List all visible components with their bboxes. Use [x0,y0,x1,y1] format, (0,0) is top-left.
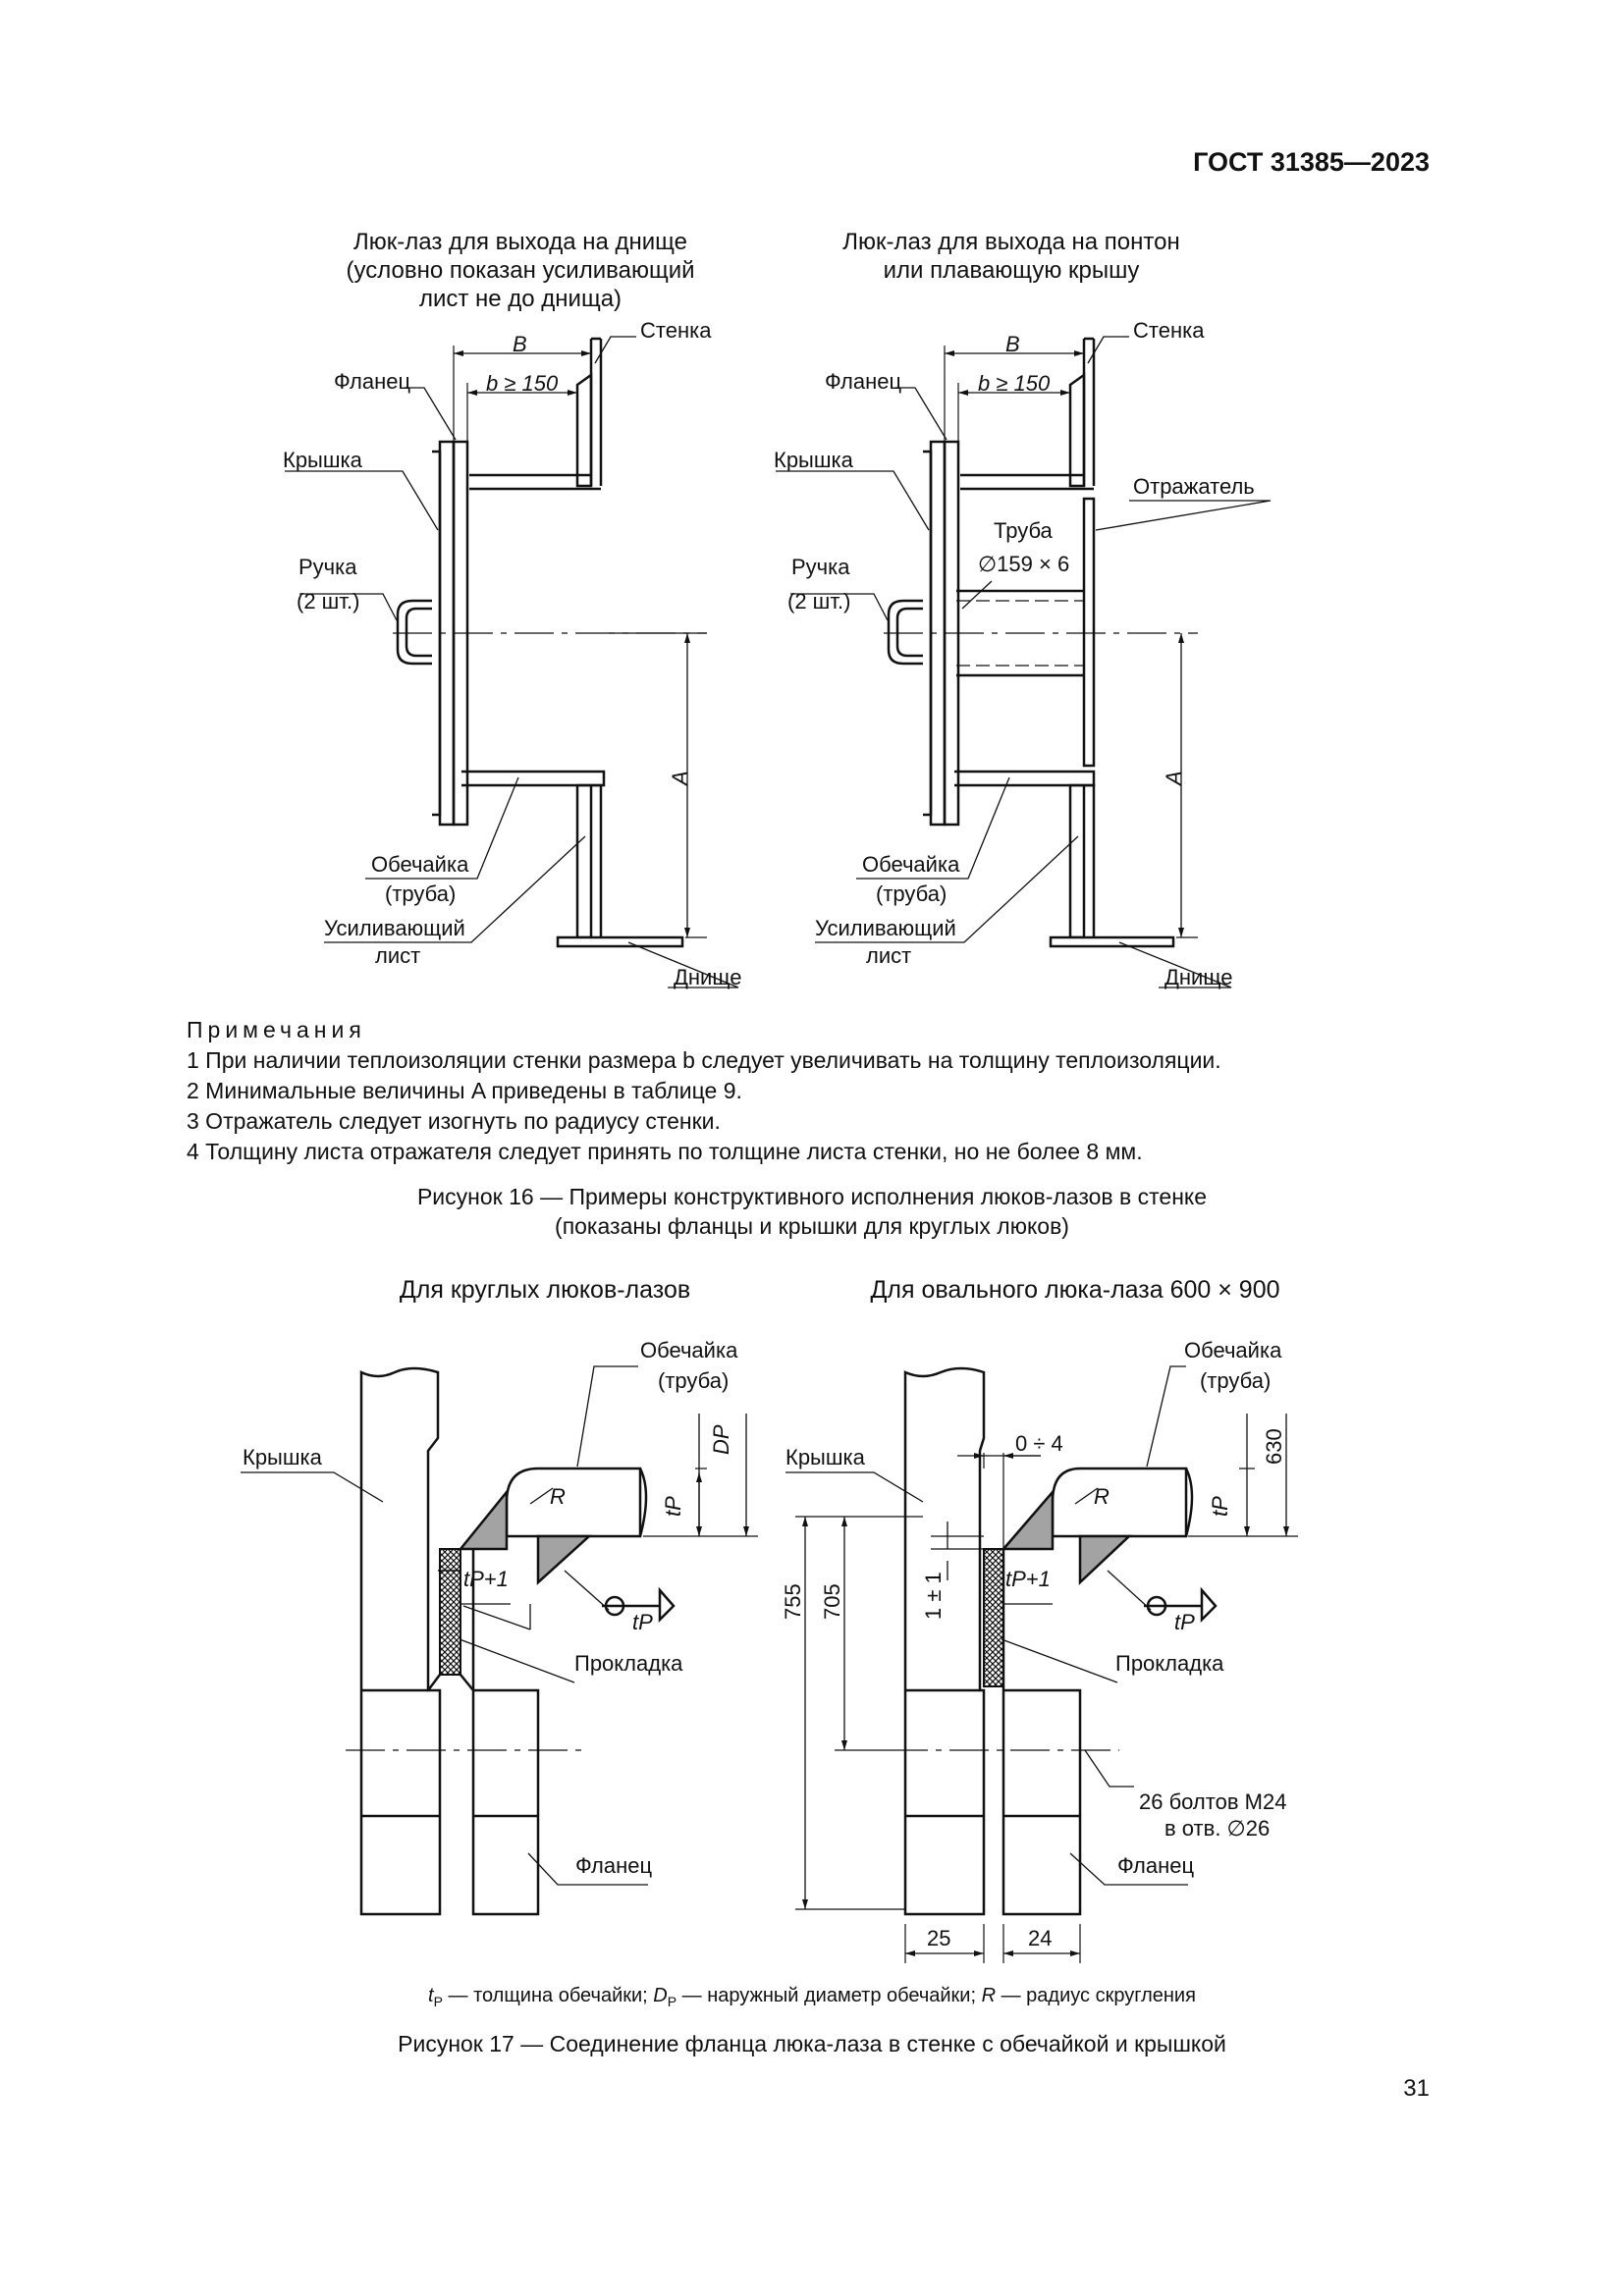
fig16-left-title-2: (условно показан усиливающий [346,257,695,284]
fig16-caption-1: Рисунок 16 — Примеры конструктивного исполнения люков-лазов в стенке [416,1184,1208,1209]
label-obechaika-r: Обечайка [862,852,960,877]
label-dim-630: 630 [1262,1428,1286,1465]
label-dim-705: 705 [820,1583,844,1620]
fig17-right-labels [781,1338,1286,1950]
label-tP-17: tP [661,1496,685,1517]
fig17-right-title: Для овального люка-лаза 600 × 900 [870,1276,1280,1304]
label-usil-r: Усиливающий [815,916,956,940]
label-truba-paren: (труба) [385,881,457,906]
label-dim-1pm1: 1 ± 1 [921,1572,946,1620]
label-dnishche-r: Днище [1164,965,1233,989]
label-bolts-2: в отв. ∅26 [1164,1816,1271,1841]
label-tP1-17: tP+1 [463,1567,509,1591]
label-obechaika-17: Обечайка [640,1338,738,1362]
fig16-caption-2: (показаны фланцы и крышки для круглых люков) [555,1213,1069,1239]
label-stenka-r: Стенка [1133,318,1205,343]
label-dim-B: B [513,332,527,356]
label-dim-b: b ≥ 150 [486,371,559,396]
fig17-legend [0,1985,1624,2009]
fig17-left-labels [243,1338,738,1878]
label-dnishche: Днище [674,965,742,989]
standard-header: ГОСТ 31385—2023 [1193,147,1430,177]
label-prokladka-17: Прокладка [574,1651,683,1676]
legend-d-def: — наружный диаметр обечайки; [677,1985,982,2006]
fig16-notes [187,1015,1221,1167]
label-flanec-17: Фланец [575,1853,653,1878]
label-list: лист [375,943,421,968]
label-ruchka-qty-r: (2 шт.) [787,589,851,614]
page-number: 31 [1403,2075,1430,2102]
note-1: 1 При наличии теплоизоляции стенки размера b следует увеличивать на толщину теплоизоляции. [187,1047,1221,1073]
label-usil: Усиливающий [324,916,465,940]
label-flanec-17r: Фланец [1117,1853,1195,1878]
label-tP-17r: tP [1208,1496,1232,1517]
fig17-caption: Рисунок 17 — Соединение фланца люка-лаза в стенке с обечайкой и крышкой [398,2031,1226,2056]
label-kryshka-r: Крышка [774,448,853,472]
label-dim-04: 0 ÷ 4 [1015,1431,1063,1456]
fig16-right-title-1: Люк-лаз для выхода на понтон [842,229,1180,255]
fig16-right-labels [774,318,1255,989]
fig16-left-title-3: лист не до днища) [418,286,623,312]
label-truba-paren-17r: (труба) [1200,1368,1272,1393]
note-4: 4 Толщину листа отражателя следует принять по толщине листа стенки, но не более 8 мм. [187,1139,1143,1164]
label-truba: Труба [994,518,1053,543]
label-dim-25: 25 [927,1926,951,1950]
label-flanec-r: Фланец [825,369,902,394]
note-2: 2 Минимальные величины A приведены в таблице 9. [187,1078,742,1103]
label-ruchka: Ручка [298,555,357,579]
label-truba-paren-17: (труба) [658,1368,730,1393]
legend-t-def: — толщина обечайки; [442,1985,654,2006]
label-kryshka-17r: Крышка [785,1445,865,1469]
label-dim-755: 755 [781,1583,805,1620]
label-dim-A-r: A [1162,771,1186,785]
note-3: 3 Отражатель следует изогнуть по радиусу стенки. [187,1108,721,1134]
label-obechaika: Обечайка [371,852,469,877]
label-dim-B-r: B [1005,332,1020,356]
legend-t-sub: P [433,1994,443,2009]
label-ruchka-qty: (2 шт.) [297,589,360,614]
label-kryshka-17: Крышка [243,1445,322,1469]
label-truba-size: ∅159 × 6 [978,552,1070,576]
label-obechaika-17r: Обечайка [1184,1338,1282,1362]
label-list-r: лист [866,943,912,968]
legend-t: t [428,1985,434,2006]
label-ruchka-r: Ручка [791,555,850,579]
label-prokladka-17r: Прокладка [1115,1651,1224,1676]
label-tP-weld-17r: tP [1174,1610,1195,1634]
label-bolts-1: 26 болтов M24 [1139,1789,1287,1814]
label-tP1-17r: tP+1 [1005,1567,1051,1591]
label-tP-weld-17: tP [632,1610,653,1634]
label-dim-A: A [668,771,692,785]
label-DP-17: DP [709,1424,733,1455]
label-stenka: Стенка [640,318,712,343]
legend-d: D [653,1985,668,2006]
label-otrazhatel: Отражатель [1133,474,1255,499]
legend-r-def: — радиус скругления [996,1985,1196,2006]
label-R-17: R [550,1484,566,1509]
fig17-left-title: Для круглых люков-лазов [399,1276,691,1304]
label-truba-paren-r: (труба) [876,881,947,906]
label-flanec: Фланец [334,369,411,394]
fig16-right-title-2: или плавающую крышу [883,257,1140,284]
notes-title: Примечания [187,1017,366,1042]
label-dim-b-r: b ≥ 150 [978,371,1051,396]
legend-r: R [981,1985,997,2006]
label-kryshka: Крышка [283,448,362,472]
label-dim-24: 24 [1028,1926,1053,1950]
fig16-left-title-1: Люк-лаз для выхода на днище [353,229,687,255]
fig16-left-labels [283,318,741,989]
legend-d-sub: P [667,1994,677,2009]
label-R-17r: R [1094,1484,1110,1509]
